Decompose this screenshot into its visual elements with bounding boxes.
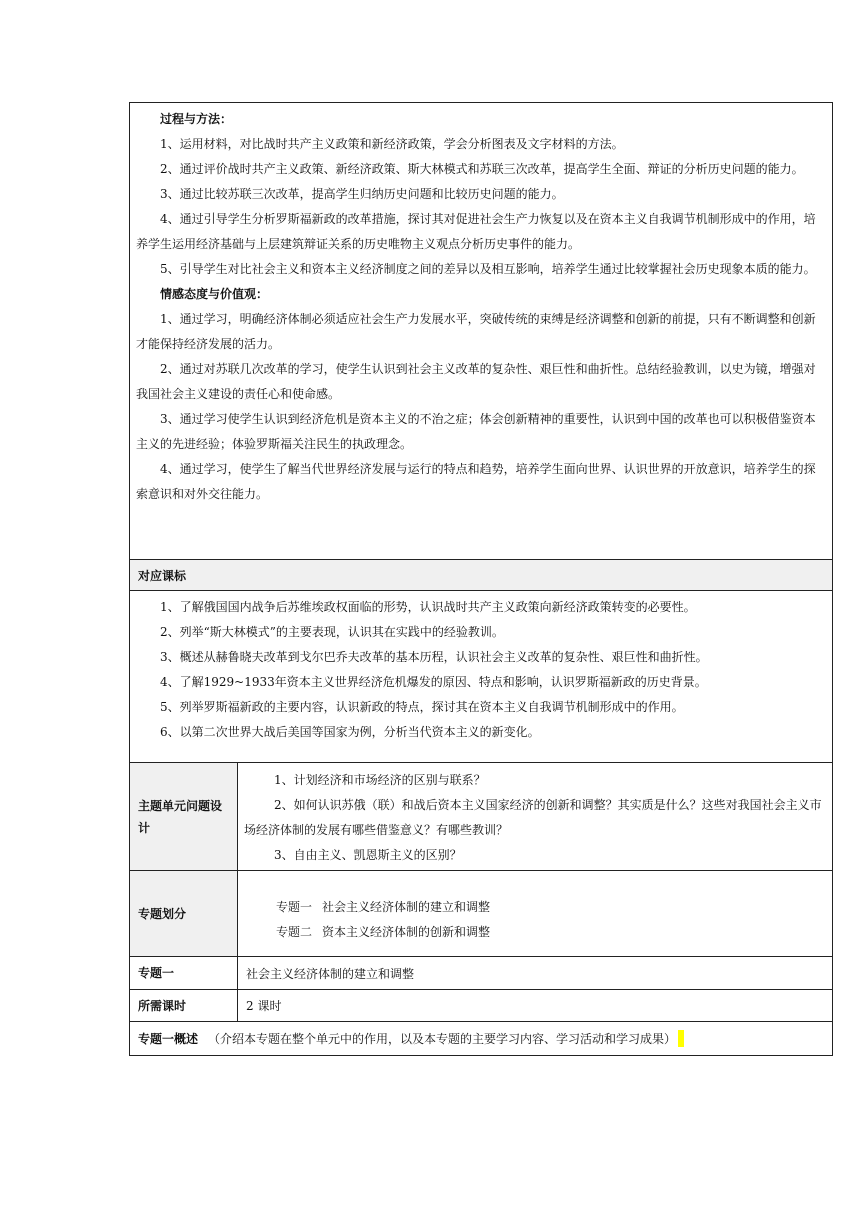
standard-item: 2、列举“斯大林模式”的主要表现，认识其在实践中的经验教训。 <box>160 625 504 639</box>
lesson-plan-table <box>129 102 833 1056</box>
questions-content <box>238 763 832 870</box>
process-item: 4、通过引导学生分析罗斯福新政的改革措施，探讨其对促进社会生产力恢复以及在资本主义自我调节机制形成中的作用，培养学生运用经济基础与上层建筑辩证关系的历史唯物主义观点分析历史事件的能力。 <box>136 212 816 251</box>
topic-item <box>238 895 832 920</box>
emotion-item: 3、通过学习使学生认识到经济危机是资本主义的不治之症；体会创新精神的重要性，认识到中国的改革也可以积极借鉴资本主义的先进经验；体验罗斯福关注民生的执政理念。 <box>136 412 816 451</box>
hours-label: 所需课时 <box>130 990 238 1021</box>
questions-label: 主题单元问题设计 <box>130 763 238 870</box>
standard-item: 4、了解1929~1933年资本主义世界经济危机爆发的原因、特点和影响，认识罗斯福新政的历史背景。 <box>160 675 707 689</box>
topic-title: 资本主义经济体制的创新和调整 <box>322 925 491 939</box>
standards-section <box>130 590 832 762</box>
process-item: 3、通过比较苏联三次改革，提高学生归纳历史问题和比较历史问题的能力。 <box>160 187 564 201</box>
overview-note: （介绍本专题在整个单元中的作用，以及本专题的主要学习内容、学习活动和学习成果） <box>208 1032 677 1046</box>
text-cursor-highlight <box>678 1030 684 1047</box>
standard-item: 5、列举罗斯福新政的主要内容，认识新政的特点，探讨其在资本主义自我调节机制形成中的作用。 <box>160 700 684 714</box>
emotion-item: 4、通过学习，使学生了解当代世界经济发展与运行的特点和趋势，培养学生面向世界、认识世界的开放意识，培养学生的探索意识和对外交往能力。 <box>136 462 816 501</box>
topic1-row <box>130 956 832 989</box>
topic-item <box>238 920 832 945</box>
hours-row <box>130 989 832 1021</box>
topics-content <box>238 871 832 956</box>
emotion-values-heading: 情感态度与价值观： <box>160 287 269 301</box>
question-item: 1、计划经济和市场经济的区别与联系？ <box>274 773 486 787</box>
standard-item: 3、概述从赫鲁晓夫改革到戈尔巴乔夫改革的基本历程，认识社会主义改革的复杂性、艰巨性和曲折性。 <box>160 650 708 664</box>
overview-label: 专题一概述 <box>138 1032 199 1046</box>
standard-item: 1、了解俄国国内战争后苏维埃政权面临的形势，认识战时共产主义政策向新经济政策转变的必要性。 <box>160 600 696 614</box>
process-item: 1、运用材料，对比战时共产主义政策和新经济政策，学会分析图表及文字材料的方法。 <box>160 137 624 151</box>
overview-row <box>130 1021 832 1055</box>
process-item: 5、引导学生对比社会主义和资本主义经济制度之间的差异以及相互影响，培养学生通过比较掌握社会历史现象本质的能力。 <box>160 262 816 276</box>
question-item: 3、自由主义、凯恩斯主义的区别？ <box>274 848 462 862</box>
standards-header: 对应课标 <box>130 559 832 590</box>
question-item: 2、如何认识苏俄（联）和战后资本主义国家经济的创新和调整？其实质是什么？这些对我国社会主义市场经济体制的发展有哪些借鉴意义？有哪些教训？ <box>244 798 822 837</box>
hours-value: 2 课时 <box>246 999 282 1013</box>
objectives-section <box>130 103 832 559</box>
emotion-item: 2、通过对苏联几次改革的学习，使学生认识到社会主义改革的复杂性、艰巨性和曲折性。总结经验教训，以史为镜，增强对我国社会主义建设的责任心和使命感。 <box>136 362 816 401</box>
topic1-value: 社会主义经济体制的建立和调整 <box>246 966 415 981</box>
questions-row <box>130 762 832 870</box>
topic1-label: 专题一 <box>130 957 238 989</box>
topics-label: 专题划分 <box>130 871 238 956</box>
process-item: 2、通过评价战时共产主义政策、新经济政策、斯大林模式和苏联三次改革，提高学生全面、辩证的分析历史问题的能力。 <box>160 162 804 176</box>
topics-row <box>130 870 832 956</box>
topic-title: 社会主义经济体制的建立和调整 <box>322 900 491 914</box>
standard-item: 6、以第二次世界大战后美国等国家为例，分析当代资本主义的新变化。 <box>160 725 540 739</box>
process-methods-heading: 过程与方法： <box>160 112 233 126</box>
emotion-item: 1、通过学习，明确经济体制必须适应社会生产力发展水平，突破传统的束缚是经济调整和创新的前提，只有不断调整和创新才能保持经济发展的活力。 <box>136 312 816 351</box>
topic-name: 专题一 <box>276 900 313 914</box>
topic-name: 专题二 <box>276 925 313 939</box>
